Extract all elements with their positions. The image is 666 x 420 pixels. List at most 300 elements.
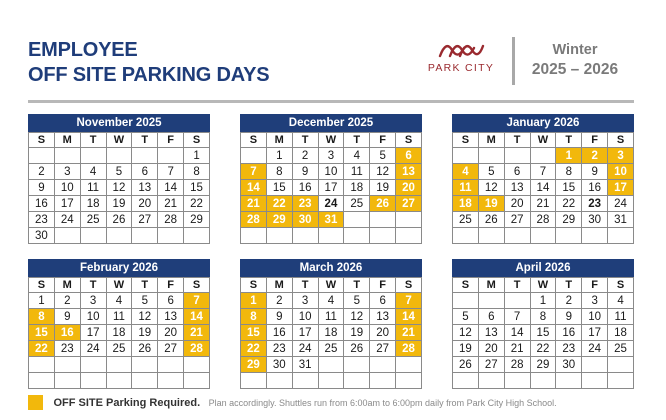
day-cell: 4 <box>106 293 132 309</box>
day-cell: 7 <box>504 309 530 325</box>
empty-day-cell <box>106 357 132 373</box>
week-row <box>453 180 634 196</box>
legend <box>28 394 648 412</box>
day-cell: 21 <box>158 196 184 212</box>
empty-day-cell <box>504 293 530 309</box>
empty-day-cell <box>582 357 608 373</box>
day-cell-offsite-parking: 28 <box>396 341 422 357</box>
day-cell: 16 <box>29 196 55 212</box>
day-cell-offsite-parking: 1 <box>241 293 267 309</box>
day-cell-offsite-parking: 22 <box>266 196 292 212</box>
day-cell: 5 <box>344 293 370 309</box>
week-row <box>453 309 634 325</box>
day-cell-offsite-parking: 6 <box>396 148 422 164</box>
season-name: Winter <box>552 42 598 58</box>
day-cell: 2 <box>29 164 55 180</box>
week-row <box>453 148 634 164</box>
week-row <box>29 357 210 373</box>
week-row <box>241 293 422 309</box>
weekday-header: M <box>54 133 80 148</box>
weekday-header: W <box>106 278 132 293</box>
day-cell: 6 <box>132 164 158 180</box>
day-cell: 4 <box>344 148 370 164</box>
day-cell: 16 <box>266 325 292 341</box>
day-cell: 19 <box>370 180 396 196</box>
empty-day-cell <box>478 373 504 389</box>
empty-day-cell <box>453 293 479 309</box>
day-cell-offsite-parking: 28 <box>184 341 210 357</box>
weekday-header: F <box>370 278 396 293</box>
empty-day-cell <box>184 228 210 244</box>
empty-day-cell <box>158 373 184 389</box>
day-cell: 27 <box>158 341 184 357</box>
day-cell-offsite-parking: 18 <box>453 196 479 212</box>
day-cell: 2 <box>54 293 80 309</box>
day-cell: 17 <box>582 325 608 341</box>
weekday-header: T <box>504 133 530 148</box>
day-cell-offsite-parking: 4 <box>453 164 479 180</box>
day-cell: 20 <box>504 196 530 212</box>
day-cell: 25 <box>344 196 370 212</box>
week-row <box>453 373 634 389</box>
month-calendar <box>28 114 210 244</box>
day-cell-offsite-parking: 30 <box>292 212 318 228</box>
week-row <box>241 309 422 325</box>
empty-day-cell <box>132 357 158 373</box>
month-calendar <box>28 259 210 389</box>
day-cell: 25 <box>608 341 634 357</box>
day-cell: 22 <box>184 196 210 212</box>
day-cell: 19 <box>453 341 479 357</box>
day-cell: 23 <box>54 341 80 357</box>
day-cell: 23 <box>29 212 55 228</box>
weekday-row <box>29 278 210 293</box>
day-cell-offsite-parking: 20 <box>396 180 422 196</box>
day-cell: 9 <box>29 180 55 196</box>
day-cell-offsite-parking: 19 <box>478 196 504 212</box>
day-cell-offsite-parking: 2 <box>582 148 608 164</box>
week-row <box>241 164 422 180</box>
weekday-header: T <box>504 278 530 293</box>
day-cell: 14 <box>158 180 184 196</box>
day-cell: 2 <box>292 148 318 164</box>
legend-label: OFF SITE Parking Required. <box>53 396 201 409</box>
day-cell-offsite-parking: 29 <box>266 212 292 228</box>
empty-day-cell <box>344 228 370 244</box>
day-cell: 18 <box>608 325 634 341</box>
day-cell: 26 <box>106 212 132 228</box>
weekday-header: S <box>453 278 479 293</box>
weekday-header: T <box>344 278 370 293</box>
day-cell-offsite-parking: 29 <box>241 357 267 373</box>
day-cell: 23 <box>266 341 292 357</box>
day-cell: 19 <box>132 325 158 341</box>
day-cell-offsite-parking: 28 <box>241 212 267 228</box>
empty-day-cell <box>453 148 479 164</box>
empty-day-cell <box>80 357 106 373</box>
day-cell: 24 <box>54 212 80 228</box>
weekday-header: T <box>292 278 318 293</box>
day-cell-offsite-parking: 15 <box>241 325 267 341</box>
week-row <box>241 148 422 164</box>
weekday-header: S <box>241 133 267 148</box>
week-row <box>29 293 210 309</box>
day-cell: 30 <box>29 228 55 244</box>
day-cell: 4 <box>318 293 344 309</box>
weekday-header: F <box>582 133 608 148</box>
weekday-header: S <box>184 278 210 293</box>
day-cell: 15 <box>556 180 582 196</box>
weekday-header: F <box>158 133 184 148</box>
day-cell-offsite-parking: 15 <box>29 325 55 341</box>
day-cell: 9 <box>582 164 608 180</box>
weekday-header: S <box>241 278 267 293</box>
weekday-header: T <box>344 133 370 148</box>
weekday-header: S <box>184 133 210 148</box>
day-cell: 15 <box>266 180 292 196</box>
title-line-2: OFF SITE PARKING DAYS <box>28 64 270 86</box>
day-cell: 17 <box>80 325 106 341</box>
day-cell: 4 <box>80 164 106 180</box>
week-row <box>453 196 634 212</box>
day-cell: 9 <box>556 309 582 325</box>
month-table <box>240 132 422 244</box>
weekday-header: M <box>478 278 504 293</box>
day-cell: 9 <box>54 309 80 325</box>
empty-day-cell <box>530 373 556 389</box>
day-cell: 14 <box>504 325 530 341</box>
empty-day-cell <box>396 373 422 389</box>
weekday-header: S <box>453 133 479 148</box>
empty-day-cell <box>370 357 396 373</box>
day-cell: 28 <box>504 357 530 373</box>
weekday-header: F <box>158 278 184 293</box>
day-cell: 20 <box>478 341 504 357</box>
day-cell: 15 <box>184 180 210 196</box>
empty-day-cell <box>453 373 479 389</box>
weekday-header: F <box>370 133 396 148</box>
day-cell-offsite-parking: 21 <box>184 325 210 341</box>
empty-day-cell <box>80 148 106 164</box>
day-cell: 7 <box>158 164 184 180</box>
empty-day-cell <box>106 148 132 164</box>
empty-day-cell <box>582 228 608 244</box>
day-cell: 25 <box>80 212 106 228</box>
day-cell-offsite-parking: 21 <box>241 196 267 212</box>
day-cell: 17 <box>54 196 80 212</box>
week-row <box>453 341 634 357</box>
day-cell-offsite-parking: 22 <box>29 341 55 357</box>
week-row <box>29 341 210 357</box>
week-row <box>241 212 422 228</box>
empty-day-cell <box>29 357 55 373</box>
day-cell: 16 <box>556 325 582 341</box>
empty-day-cell <box>556 373 582 389</box>
empty-day-cell <box>29 148 55 164</box>
day-cell: 16 <box>292 180 318 196</box>
weekday-header: T <box>556 278 582 293</box>
weekday-header: T <box>80 278 106 293</box>
weekday-header: W <box>530 278 556 293</box>
empty-day-cell <box>266 228 292 244</box>
day-cell: 4 <box>608 293 634 309</box>
week-row <box>453 293 634 309</box>
month-calendar <box>452 259 634 389</box>
week-row <box>241 373 422 389</box>
weekday-header: T <box>132 278 158 293</box>
season-years: 2025 – 2026 <box>531 61 619 78</box>
empty-day-cell <box>132 373 158 389</box>
day-cell-offsite-parking: 22 <box>241 341 267 357</box>
month-title: February 2026 <box>28 259 210 277</box>
day-cell: 31 <box>292 357 318 373</box>
day-cell: 25 <box>318 341 344 357</box>
header-rule <box>28 100 634 103</box>
weekday-header: S <box>396 133 422 148</box>
day-cell: 25 <box>453 212 479 228</box>
week-row <box>29 180 210 196</box>
day-cell: 12 <box>478 180 504 196</box>
week-row <box>29 373 210 389</box>
month-table <box>28 277 210 389</box>
header-divider <box>512 37 515 85</box>
weekday-header: M <box>266 278 292 293</box>
day-cell: 5 <box>478 164 504 180</box>
month-calendar <box>240 114 422 244</box>
day-cell: 21 <box>530 196 556 212</box>
day-cell: 13 <box>158 309 184 325</box>
day-cell: 3 <box>80 293 106 309</box>
empty-day-cell <box>504 228 530 244</box>
day-cell: 7 <box>530 164 556 180</box>
empty-day-cell <box>556 228 582 244</box>
day-cell: 29 <box>556 212 582 228</box>
empty-day-cell <box>396 357 422 373</box>
weekday-header: M <box>478 133 504 148</box>
legend-swatch <box>28 395 43 410</box>
day-cell: 9 <box>266 309 292 325</box>
day-cell: 11 <box>106 309 132 325</box>
day-cell: 14 <box>530 180 556 196</box>
weekday-header: T <box>80 133 106 148</box>
season-label <box>519 40 631 80</box>
day-cell: 19 <box>106 196 132 212</box>
empty-day-cell <box>608 373 634 389</box>
week-row <box>241 341 422 357</box>
day-cell: 30 <box>582 212 608 228</box>
empty-day-cell <box>132 148 158 164</box>
week-row <box>29 228 210 244</box>
day-cell-offsite-parking: 3 <box>608 148 634 164</box>
day-cell: 10 <box>292 309 318 325</box>
day-cell: 23 <box>556 341 582 357</box>
day-cell: 6 <box>370 293 396 309</box>
day-cell: 8 <box>556 164 582 180</box>
day-cell: 12 <box>453 325 479 341</box>
empty-day-cell <box>478 228 504 244</box>
empty-day-cell <box>106 373 132 389</box>
day-cell: 31 <box>608 212 634 228</box>
weekday-header: F <box>582 278 608 293</box>
day-cell: 28 <box>158 212 184 228</box>
day-cell: 18 <box>80 196 106 212</box>
weekday-header: T <box>292 133 318 148</box>
weekday-row <box>241 278 422 293</box>
month-table <box>452 132 634 244</box>
empty-day-cell <box>504 148 530 164</box>
day-cell: 6 <box>158 293 184 309</box>
empty-day-cell <box>453 228 479 244</box>
empty-day-cell <box>478 293 504 309</box>
day-cell: 27 <box>504 212 530 228</box>
month-title: November 2025 <box>28 114 210 132</box>
day-cell-offsite-parking: 14 <box>184 309 210 325</box>
day-cell: 8 <box>530 309 556 325</box>
empty-day-cell <box>132 228 158 244</box>
weekday-header: W <box>106 133 132 148</box>
empty-day-cell <box>241 148 267 164</box>
empty-day-cell <box>344 212 370 228</box>
day-cell: 10 <box>582 309 608 325</box>
empty-day-cell <box>158 357 184 373</box>
day-cell: 3 <box>292 293 318 309</box>
week-row <box>453 325 634 341</box>
day-cell: 26 <box>453 357 479 373</box>
month-title: April 2026 <box>452 259 634 277</box>
day-cell-offsite-parking: 1 <box>556 148 582 164</box>
title-line-1: EMPLOYEE <box>28 39 138 61</box>
empty-day-cell <box>478 148 504 164</box>
day-cell: 20 <box>370 325 396 341</box>
day-cell: 25 <box>106 341 132 357</box>
weekday-header: W <box>530 133 556 148</box>
day-cell: 30 <box>266 357 292 373</box>
day-cell: 20 <box>158 325 184 341</box>
weekday-header: M <box>266 133 292 148</box>
weekday-row <box>29 133 210 148</box>
empty-day-cell <box>396 212 422 228</box>
weekday-header: S <box>396 278 422 293</box>
day-cell: 1 <box>184 148 210 164</box>
empty-day-cell <box>54 148 80 164</box>
weekday-header: T <box>132 133 158 148</box>
day-cell: 28 <box>530 212 556 228</box>
day-cell: 26 <box>478 212 504 228</box>
weekday-row <box>453 278 634 293</box>
empty-day-cell <box>158 148 184 164</box>
week-row <box>29 196 210 212</box>
legend-note: Plan accordingly. Shuttles run from 6:00am to 6:00pm daily from Park City High School. <box>208 397 557 408</box>
week-row <box>29 212 210 228</box>
day-cell: 30 <box>556 357 582 373</box>
day-cell: 10 <box>80 309 106 325</box>
empty-day-cell <box>266 373 292 389</box>
empty-day-cell <box>54 357 80 373</box>
empty-day-cell <box>504 373 530 389</box>
day-cell: 24 <box>608 196 634 212</box>
day-cell: 12 <box>344 309 370 325</box>
brand-name: PARK CITY <box>427 62 495 74</box>
day-cell: 1 <box>29 293 55 309</box>
week-row <box>29 309 210 325</box>
day-cell: 17 <box>318 180 344 196</box>
weekday-header: S <box>608 133 634 148</box>
day-cell: 21 <box>504 341 530 357</box>
empty-day-cell <box>608 228 634 244</box>
day-cell: 3 <box>582 293 608 309</box>
month-title: December 2025 <box>240 114 422 132</box>
day-cell: 15 <box>530 325 556 341</box>
empty-day-cell <box>530 228 556 244</box>
day-cell: 10 <box>54 180 80 196</box>
day-cell: 11 <box>318 309 344 325</box>
empty-day-cell <box>608 357 634 373</box>
day-cell-offsite-parking: 27 <box>396 196 422 212</box>
weekday-header: S <box>608 278 634 293</box>
empty-day-cell <box>582 373 608 389</box>
day-cell: 27 <box>370 341 396 357</box>
day-cell: 2 <box>266 293 292 309</box>
day-cell: 12 <box>370 164 396 180</box>
week-row <box>241 228 422 244</box>
week-row <box>241 325 422 341</box>
day-cell-offsite-parking: 31 <box>318 212 344 228</box>
day-cell: 16 <box>582 180 608 196</box>
day-cell: 26 <box>132 341 158 357</box>
day-cell: 1 <box>530 293 556 309</box>
day-cell: 11 <box>344 164 370 180</box>
empty-day-cell <box>318 357 344 373</box>
day-cell: 29 <box>184 212 210 228</box>
empty-day-cell <box>292 228 318 244</box>
empty-day-cell <box>318 228 344 244</box>
empty-day-cell <box>241 228 267 244</box>
month-calendar <box>452 114 634 244</box>
empty-day-cell <box>344 373 370 389</box>
month-title: March 2026 <box>240 259 422 277</box>
day-cell-offsite-parking: 10 <box>608 164 634 180</box>
day-cell: 3 <box>54 164 80 180</box>
empty-day-cell <box>158 228 184 244</box>
day-cell-offsite-parking: 7 <box>184 293 210 309</box>
day-cell: 5 <box>453 309 479 325</box>
empty-day-cell <box>184 373 210 389</box>
weekday-header: S <box>29 133 55 148</box>
day-cell: 27 <box>478 357 504 373</box>
day-cell: 20 <box>132 196 158 212</box>
empty-day-cell <box>344 357 370 373</box>
day-cell-offsite-parking: 21 <box>396 325 422 341</box>
day-cell: 13 <box>370 309 396 325</box>
week-row <box>453 212 634 228</box>
day-cell: 13 <box>504 180 530 196</box>
day-cell: 3 <box>318 148 344 164</box>
day-cell: 10 <box>318 164 344 180</box>
month-title: January 2026 <box>452 114 634 132</box>
week-row <box>29 148 210 164</box>
day-cell: 24 <box>80 341 106 357</box>
weekday-header: T <box>556 133 582 148</box>
day-cell: 12 <box>106 180 132 196</box>
day-cell: 18 <box>106 325 132 341</box>
day-cell: 22 <box>530 341 556 357</box>
empty-day-cell <box>396 228 422 244</box>
day-cell: 24 <box>292 341 318 357</box>
week-row <box>241 196 422 212</box>
park-city-logo <box>418 40 504 82</box>
day-cell-offsite-parking: 13 <box>396 164 422 180</box>
empty-day-cell <box>29 373 55 389</box>
